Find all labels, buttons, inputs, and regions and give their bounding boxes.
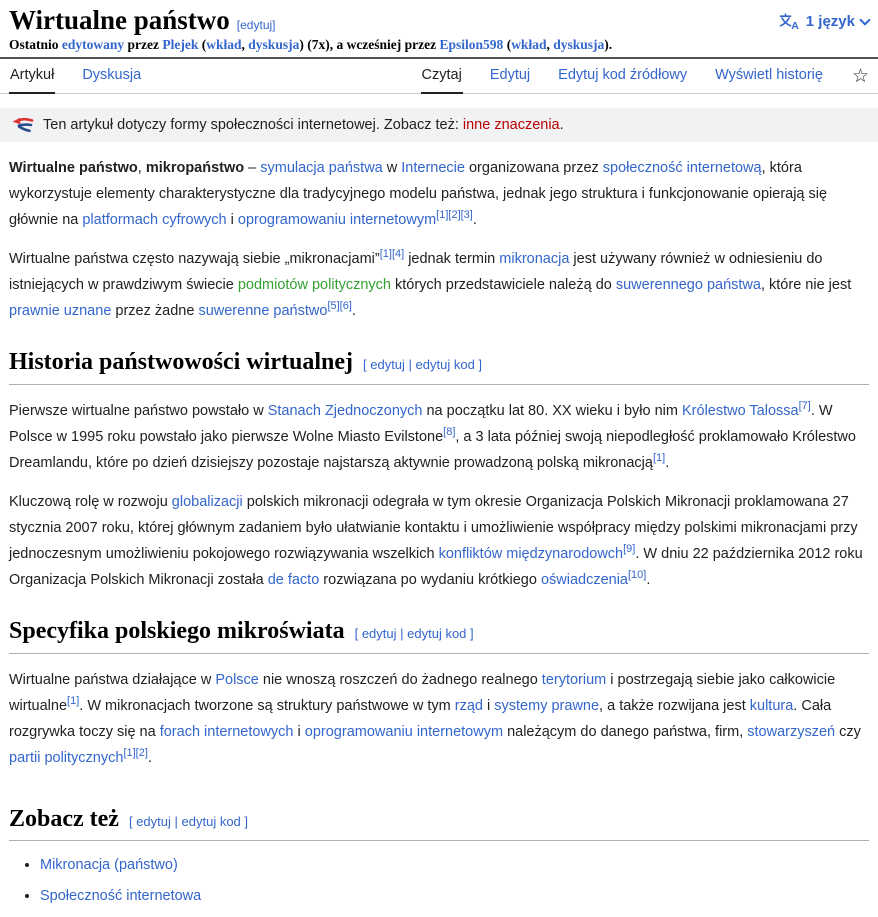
text-run: należącym do danego państwa, firm, [503,723,748,740]
interwiki-link[interactable]: podmiotów politycznych [237,277,391,293]
text-run: , która wykorzystuje elementy charakterystyczne dla tradycyjnego modelu państwa, jednak jego struktura i funkcjonowanie opierają się głównie na [9,160,828,228]
reference-link[interactable]: [1] [652,451,666,464]
inline-link[interactable]: edytuj kod [181,813,241,829]
text-run: – [244,160,261,176]
inline-link[interactable]: dyskusja [553,37,605,52]
inline-link[interactable]: suwerenne państwo [198,303,328,319]
reference-link[interactable]: [6] [339,300,352,313]
view-tabs [421,59,869,93]
text-run: Ostatnio [9,37,62,52]
inline-link[interactable]: partii politycznych [9,749,124,766]
reference-sup [340,300,352,312]
list-item [40,886,869,906]
text-run: jest używany również w odniesieniu do istniejących w prawdziwym świecie [9,251,823,293]
reference-sup [443,426,455,438]
text-run: i [226,212,238,228]
red-link[interactable]: inne znaczenia [462,117,560,133]
inline-link[interactable]: forach internetowych [159,723,294,740]
reference-sup [799,400,811,412]
text-run: i postrzegają siebie jako całkowicie wirtualne [9,671,836,714]
reference-sup [327,300,339,312]
text-run: . [351,303,356,319]
reference-link[interactable]: [2] [135,746,148,759]
text-run: ). [604,37,613,52]
inline-link[interactable]: Polsce [215,671,259,688]
text-run: , a 3 lata później swoją niepodległość proklamowało Królestwo Dreamlandu, które po dzień dzisiejszy pozostaje najstarszą aktywnie prowadzoną polską mikronacją [9,428,856,471]
inline-link[interactable]: Mikronacja (państwo) [40,857,178,874]
text-run: i [483,697,495,714]
tab-edytuj-kod-źródłowy[interactable]: Edytuj kod źródłowy [558,67,688,83]
paragraph [9,398,869,476]
list-item [40,855,869,875]
inline-link[interactable]: terytorium [541,671,607,688]
language-selector[interactable] [779,13,869,30]
inline-link[interactable]: edytuj [370,357,405,372]
reference-sup [623,543,635,555]
text-run: Ten artykuł dotyczy formy społeczności internetowej. Zobacz też: [43,117,463,133]
reference-link[interactable]: [3] [460,209,473,222]
inline-link[interactable]: oprogramowaniu internetowym [304,723,504,740]
text-run: czy [835,723,861,740]
article-content [0,155,878,906]
reference-sup [436,209,448,221]
title-edit-link[interactable]: [edytuj] [236,18,276,32]
reference-sup [392,248,404,260]
text-run: Kluczową rolę w rozwoju [9,493,172,510]
edit-bracket: ] [474,357,483,372]
inline-link[interactable]: prawnie uznane [9,303,112,319]
text-run: . W Polsce w 1995 roku powstało jako pierwsze Wolne Miasto Evilstone [9,402,833,445]
reference-link[interactable]: [1] [379,248,392,261]
tab-wyświetl-historię[interactable]: Wyświetl historię [715,67,823,83]
reference-sup [136,747,148,759]
text-run: organizowana przez [464,160,603,176]
inline-link[interactable]: kultura [749,697,794,714]
watchlist-star-icon[interactable]: ☆ [851,66,869,87]
text-run: ) (7x), a wcześniej przez [299,37,440,52]
article-header [0,0,878,35]
section-edit-links [129,814,248,829]
inline-link[interactable]: rząd [454,697,483,714]
article-tabbar [0,59,878,94]
reference-sup [628,569,646,581]
paragraph [9,667,869,771]
inline-link[interactable]: oprogramowaniu internetowym [237,212,437,228]
edit-bracket: | [396,625,408,641]
inline-link[interactable]: edytuj kod [407,625,467,641]
text-run: których przedstawiciele należą do [390,277,616,293]
inline-link[interactable]: de facto [267,571,320,588]
edit-bracket: [ [363,357,371,372]
inline-link[interactable]: konfliktów międzynarodowch [438,545,624,562]
reference-link[interactable]: [10] [628,568,647,581]
tab-dyskusja[interactable]: Dyskusja [82,67,142,83]
section-edit-links [355,626,474,641]
section-heading [9,348,869,385]
edit-bracket: | [404,357,416,372]
inline-link[interactable]: wkład [206,37,242,52]
text-run: Pierwsze wirtualne państwo powstało w [9,402,268,419]
bold-term: mikropaństwo [145,160,245,176]
hatnote-text [43,117,564,133]
inline-link[interactable]: symulacja państwa [260,160,383,176]
reference-sup [653,452,665,464]
inline-link[interactable]: mikronacja [499,251,570,267]
text-run: . [646,571,651,588]
inline-link[interactable]: stowarzyszeń [747,723,836,740]
tab-edytuj[interactable]: Edytuj [489,67,531,83]
text-run: . W mikronacjach tworzone są struktury państwowe w tym [79,697,455,714]
hatnote [0,108,878,142]
text-run: , a także rozwijana jest [599,697,750,714]
inline-link[interactable]: Plejek [162,37,199,52]
reference-link[interactable]: [4] [391,248,405,261]
title-block [9,5,276,35]
see-also-list [9,855,869,906]
reference-link[interactable]: [9] [623,542,636,555]
text-run: , [137,160,146,176]
text-run: . [665,454,670,471]
reference-link[interactable]: [2] [448,209,461,222]
edit-bracket: [ [128,813,137,829]
svg-text:A: A [790,20,799,30]
edit-bracket: [ [354,625,362,641]
inline-link[interactable]: Społeczność internetowa [40,888,202,905]
text-run: , [241,37,249,52]
text-run: Wirtualne państwa często nazywają siebie „mikronacjami” [9,251,380,267]
inline-link[interactable]: Epsilon598 [439,37,504,52]
text-run: . [147,749,152,766]
text-run: . [472,212,477,228]
inline-link[interactable]: edytowany [61,37,125,52]
inline-link[interactable]: systemy prawne [494,697,600,714]
inline-link[interactable]: Stanach Zjednoczonych [267,402,423,419]
section-heading-text: Zobacz też [9,805,119,832]
inline-link[interactable]: Królestwo Talossa [682,402,799,419]
inline-link[interactable]: suwerennego państwa [615,277,761,293]
inline-link[interactable]: edytuj [361,625,397,641]
text-run: przez żadne [111,303,199,319]
text-run: w [382,160,402,176]
text-run: jednak termin [404,251,500,267]
inline-link[interactable]: społeczność internetową [602,160,762,176]
section-heading [9,617,869,654]
inline-link[interactable]: globalizacji [171,493,243,510]
tab-czytaj[interactable]: Czytaj [421,59,463,94]
paragraph [9,489,869,593]
edit-bracket: ] [466,625,474,641]
inline-link[interactable]: oświadczenia [540,571,628,588]
section-heading-text: Specyfika polskiego mikroświata [9,617,345,644]
text-run: przez [124,37,163,52]
reference-sup [123,747,135,759]
tab-artykuł[interactable]: Artykuł [9,59,55,94]
text-run: , [546,37,554,52]
paragraph [9,155,869,233]
namespace-tabs [9,59,142,93]
edit-bracket: ] [240,813,249,829]
text-run: . Cała rozgrywka toczy się na [9,697,832,740]
section-edit-links [363,357,482,372]
reference-link[interactable]: [8] [443,425,456,438]
disambiguation-icon [10,116,34,134]
section-heading-text: Historia państwowości wirtualnej [9,349,353,375]
text-run: , które nie jest [760,277,852,293]
reference-link[interactable]: [5] [327,300,340,313]
chevron-down-icon [859,14,870,25]
reference-sup [448,209,460,221]
reference-link[interactable]: [1] [123,746,136,759]
translate-icon [779,13,800,30]
reference-sup [67,695,79,707]
edit-bracket: | [170,813,182,829]
text-run: . [559,117,564,133]
inline-link[interactable]: dyskusja [248,37,300,52]
reference-link[interactable]: [7] [798,399,811,412]
text-run: polskich mikronacji odegrała w tym okresie Organizacja Polskich Mikronacji proklamowana 27 stycznia 2007 roku, której głównym zadaniem było ułatwianie kontaktu i umożliwienie współpracy między polskimi mikronacjami przy jednoczesnym umożliwieniu pokojowego rozwiązywania wszelkich [9,493,858,562]
inline-link[interactable]: edytuj [136,813,171,829]
language-count-label: 1 język [805,13,855,30]
inline-link[interactable]: edytuj kod [415,357,475,372]
last-edited-note [0,37,878,57]
text-run: na początku lat 80. XX wieku i było nim [422,402,682,419]
text-run: ( [198,37,207,52]
text-run: nie wnoszą roszczeń do żadnego realnego [258,671,542,688]
reference-link[interactable]: [1] [436,209,449,222]
section-heading [9,805,869,842]
text-run: ( [503,37,512,52]
text-run: Wirtualne państwa działające w [9,671,216,688]
text-run: i [293,723,305,740]
reference-link[interactable]: [1] [67,694,80,707]
page-title: Wirtualne państwo [9,5,230,35]
bold-term: Wirtualne państwo [9,160,138,176]
text-run: . W dniu 22 października 2012 roku Organizacja Polskich Mikronacji została [9,545,863,588]
paragraph [9,246,869,324]
reference-sup [461,209,473,221]
text-run: rozwiązana po wydaniu krótkiego [319,571,541,588]
reference-sup [380,248,392,260]
inline-link[interactable]: platformach cyfrowych [82,212,227,228]
inline-link[interactable]: wkład [511,37,547,52]
inline-link[interactable]: Internecie [401,160,465,176]
